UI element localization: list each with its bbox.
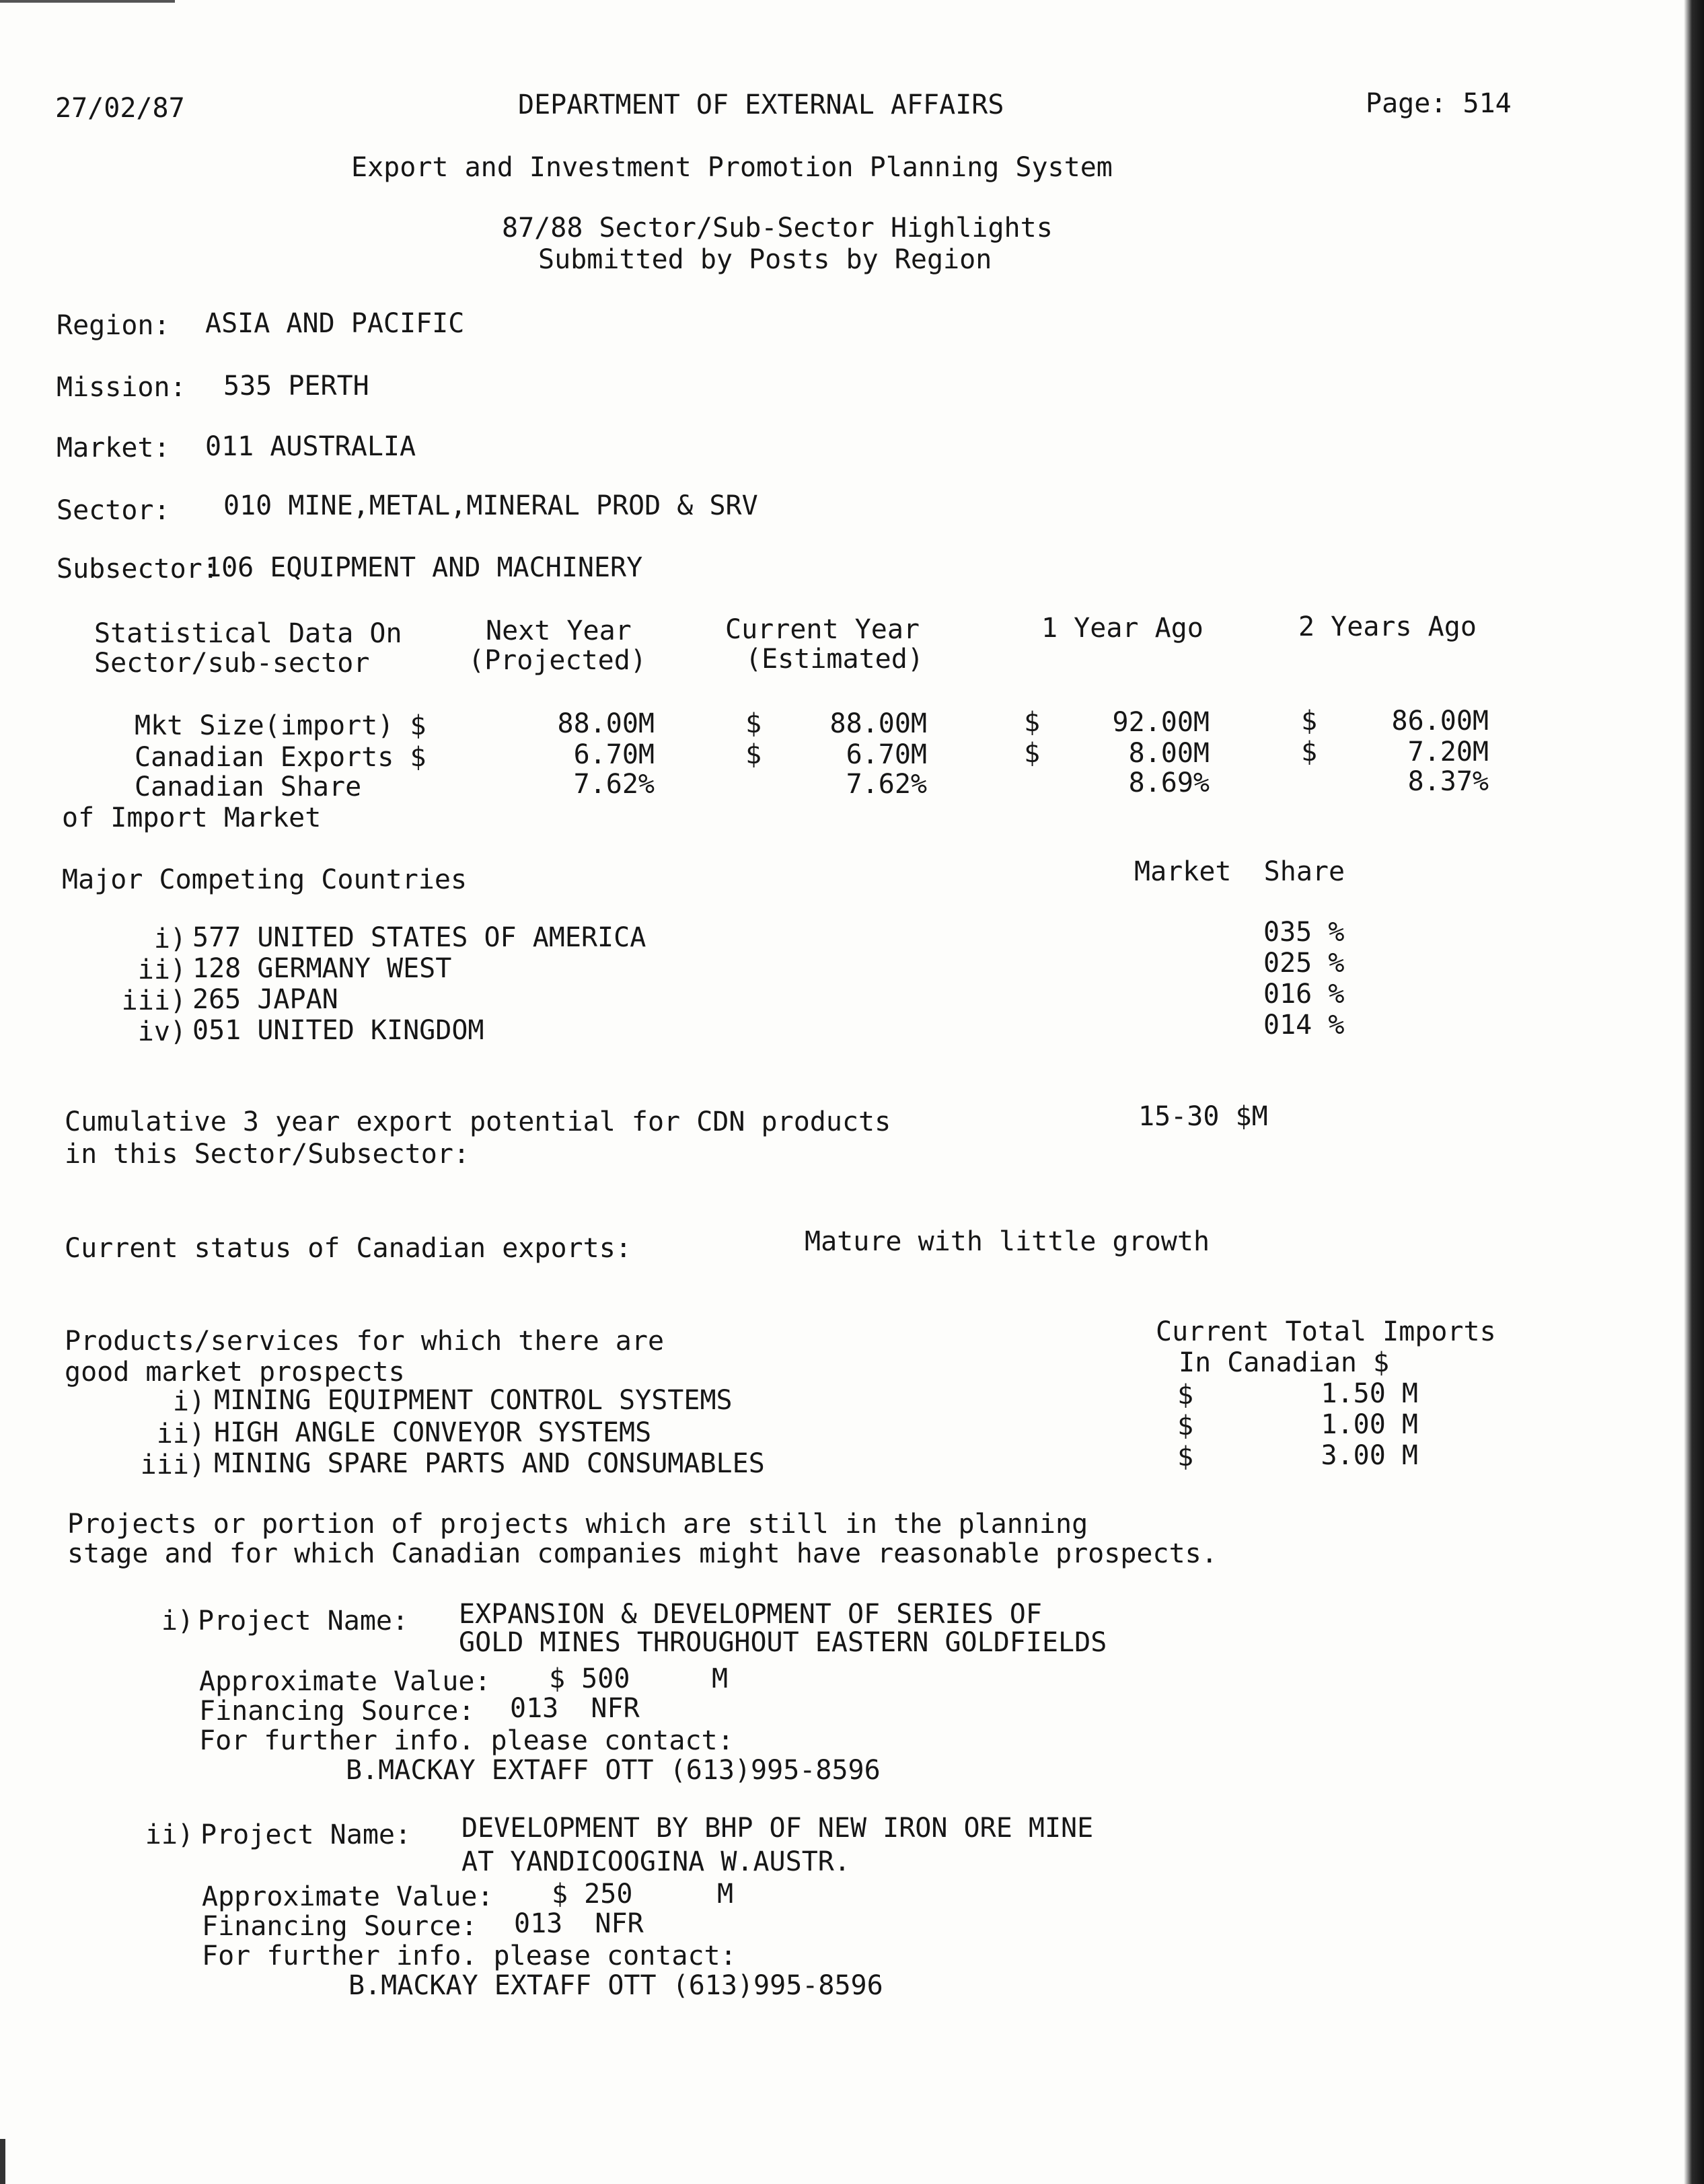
competitor-1-share: 035 % [1263,917,1345,948]
exports-1-year-ago: 8.00M [1128,738,1210,769]
report-date: 27/02/87 [55,93,185,124]
mkt-size-1y-currency: $ [1024,707,1041,738]
project-1-contact-label: For further info. please contact: [199,1725,734,1756]
mkt-size-2y-currency: $ [1301,706,1318,737]
exports-1y-currency: $ [1024,738,1041,769]
region-label: Region: [57,310,170,341]
competitor-2-num: ii) [137,954,186,985]
project-1-name-line1: EXPANSION & DEVELOPMENT OF SERIES OF [459,1599,1042,1630]
subsector-label: Subsector: [57,554,219,585]
status-label: Current status of Canadian exports: [65,1233,632,1264]
potential-line2: in this Sector/Subsector: [65,1139,470,1170]
row-mkt-size-label: Mkt Size(import) $ [135,710,427,741]
product-1-num: i) [172,1386,205,1417]
project-2-name-label: Project Name: [200,1819,412,1850]
mkt-size-current-year: 88.00M [829,708,927,739]
mkt-size-next-year: 88.00M [557,708,655,739]
row-canadian-share-label2: of Import Market [62,802,322,833]
market-share-heading: Market Share [1134,856,1345,887]
mission-value: 535 PERTH [223,371,369,402]
market-label: Market: [57,432,170,463]
product-2-num: ii) [156,1419,205,1449]
report-subtitle: Submitted by Posts by Region [538,244,992,275]
scan-edge-left [0,2139,5,2184]
market-value: 011 AUSTRALIA [205,431,416,462]
product-3-num: iii) [140,1449,205,1480]
exports-next-year: 6.70M [573,739,655,770]
project-2-value: $ 250 [552,1879,633,1910]
project-1-value-unit: M [712,1663,729,1694]
project-1-value-label: Approximate Value: [199,1666,491,1697]
product-3-name: MINING SPARE PARTS AND CONSUMABLES [214,1448,765,1479]
project-2-financing: 013 NFR [514,1908,644,1939]
project-2-name-line1: DEVELOPMENT BY BHP OF NEW IRON ORE MINE [461,1813,1094,1844]
system-title: Export and Investment Promotion Planning System [351,152,1113,183]
share-1-year-ago: 8.69% [1128,767,1210,798]
imports-heading2: In Canadian $ [1179,1347,1390,1378]
exports-2-years-ago: 7.20M [1407,737,1489,767]
competitor-1-name: 577 UNITED STATES OF AMERICA [192,922,646,953]
scan-edge-right [1684,0,1704,2184]
competitor-2-share: 025 % [1263,948,1345,979]
project-2-value-unit: M [717,1879,734,1910]
project-2-value-label: Approximate Value: [202,1881,494,1912]
project-2-name-line2: AT YANDICOOGINA W.AUSTR. [461,1846,850,1877]
col-next-year-sub: (Projected) [468,645,646,676]
products-line1: Products/services for which there are [65,1326,665,1357]
col-next-year: Next Year [486,615,632,646]
project-2-contact-label: For further info. please contact: [202,1941,737,1971]
potential-value: 15-30 $M [1138,1101,1268,1132]
competitor-4-share: 014 % [1263,1010,1345,1041]
projects-intro-line2: stage and for which Canadian companies might have reasonable prospects. [67,1538,1218,1569]
share-current-year: 7.62% [846,769,927,800]
projects-intro-line1: Projects or portion of projects which are still in the planning [67,1509,1088,1540]
exports-2y-currency: $ [1301,737,1318,767]
project-1-value: $ 500 [549,1663,630,1694]
project-1-name-line2: GOLD MINES THROUGHOUT EASTERN GOLDFIELDS [459,1627,1107,1658]
project-2-num: ii) [145,1819,194,1850]
region-value: ASIA AND PACIFIC [205,308,465,339]
sector-label: Sector: [57,495,170,526]
exports-current-year: 6.70M [846,739,927,770]
project-1-name-label: Project Name: [198,1606,409,1636]
row-canadian-share-label: Canadian Share [135,771,362,802]
project-2-financing-label: Financing Source: [202,1911,478,1942]
report-title: 87/88 Sector/Sub-Sector Highlights [502,213,1053,243]
competitor-3-share: 016 % [1263,979,1345,1010]
exports-current-currency: $ [745,739,762,770]
product-1-value: 1.50 M [1321,1378,1418,1409]
col-1-year-ago: 1 Year Ago [1041,613,1203,644]
mkt-size-2-years-ago: 86.00M [1391,706,1489,737]
products-line2: good market prospects [65,1357,405,1388]
product-1-name: MINING EQUIPMENT CONTROL SYSTEMS [214,1385,733,1416]
competitor-4-num: iv) [137,1016,186,1047]
project-1-financing-label: Financing Source: [199,1696,475,1727]
col-current-year: Current Year [725,614,920,645]
share-2-years-ago: 8.37% [1407,766,1489,797]
competitor-3-name: 265 JAPAN [192,984,338,1015]
mkt-size-current-currency: $ [745,708,762,739]
project-1-contact: B.MACKAY EXTAFF OTT (613)995-8596 [346,1755,881,1786]
competitor-2-name: 128 GERMANY WEST [192,953,452,984]
status-value: Mature with little growth [805,1226,1210,1257]
mission-label: Mission: [57,372,186,403]
product-3-currency: $ [1177,1441,1194,1472]
row-canadian-exports-label: Canadian Exports $ [135,742,427,773]
col-2-years-ago: 2 Years Ago [1298,611,1477,642]
product-2-name: HIGH ANGLE CONVEYOR SYSTEMS [214,1417,652,1448]
potential-line1: Cumulative 3 year export potential for CDN products [65,1106,891,1137]
stats-heading-line1: Statistical Data On [94,618,402,649]
product-2-value: 1.00 M [1321,1409,1418,1440]
mkt-size-1-year-ago: 92.00M [1112,707,1210,738]
page-number: Page: 514 [1366,88,1512,119]
subsector-value: 106 EQUIPMENT AND MACHINERY [205,552,643,583]
competitors-heading: Major Competing Countries [62,864,468,895]
competitor-4-name: 051 UNITED KINGDOM [192,1015,484,1046]
product-1-currency: $ [1177,1380,1194,1410]
project-1-num: i) [161,1606,194,1636]
sector-value: 010 MINE,METAL,MINERAL PROD & SRV [223,490,758,521]
col-current-year-sub: (Estimated) [745,644,924,675]
competitor-1-num: i) [153,924,186,954]
project-1-financing: 013 NFR [510,1693,640,1724]
product-3-value: 3.00 M [1321,1440,1418,1471]
stats-heading-line2: Sector/sub-sector [94,648,370,679]
competitor-3-num: iii) [121,985,186,1016]
imports-heading1: Current Total Imports [1156,1316,1496,1347]
department-title: DEPARTMENT OF EXTERNAL AFFAIRS [518,89,1004,120]
share-next-year: 7.62% [573,769,655,800]
scan-edge-top [0,0,175,3]
project-2-contact: B.MACKAY EXTAFF OTT (613)995-8596 [348,1970,883,2001]
product-2-currency: $ [1177,1410,1194,1441]
